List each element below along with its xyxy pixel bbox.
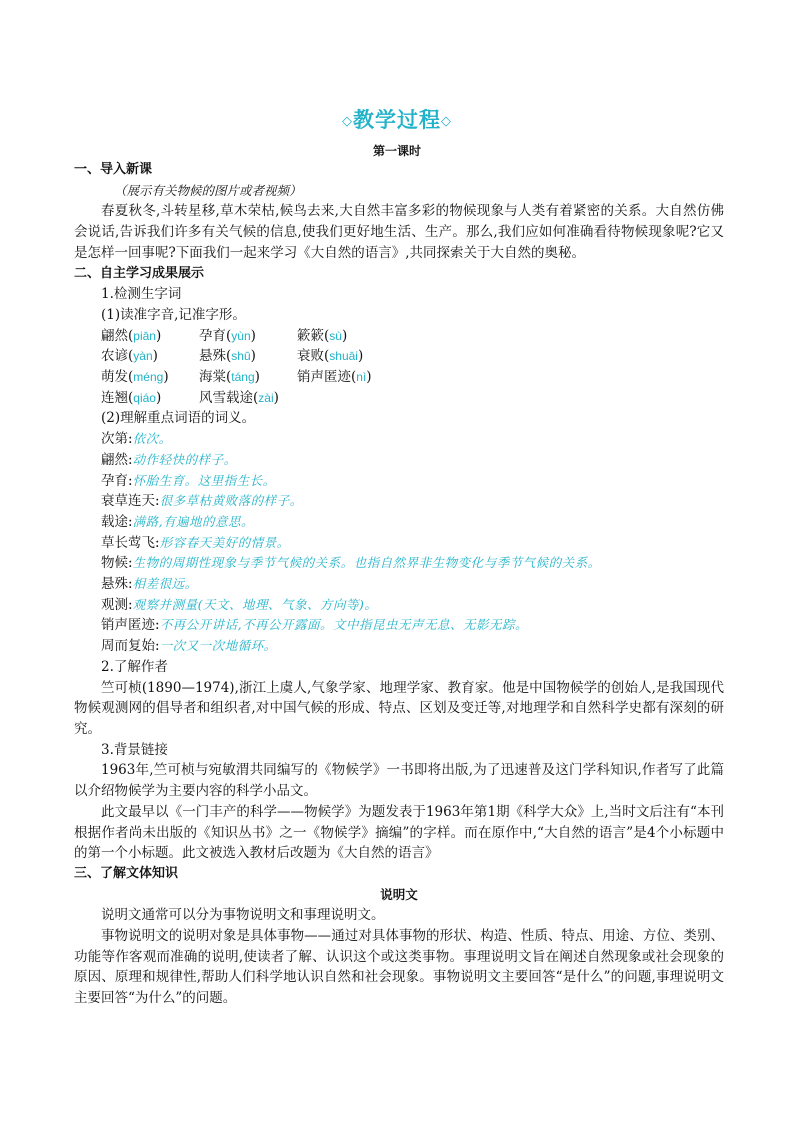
vocab-pinyin: yàn [133,349,153,364]
term-definition: 满路,有遍地的意思。 [132,513,255,529]
term-word: 周而复始: [101,638,160,655]
term-row [74,615,724,636]
term-word: 孕育: [101,472,133,489]
term-word: 悬殊: [101,576,133,593]
title-text: 教学过程 [353,107,441,132]
vocab-paren: ) [250,348,256,365]
vocab-word [101,346,185,367]
term-word: 观测: [101,596,133,613]
section-heading-intro: 一、导入新课 [74,162,153,177]
term-row [74,491,724,512]
subheading-meaning: (2)理解重点词语的词义。 [101,410,256,427]
diamond-left-icon: ◇ [342,114,353,129]
vocab-list [74,326,724,409]
vocab-hanzi: 孕育( [199,327,232,344]
term-word: 衰草连天: [101,493,160,510]
term-word: 次第: [101,431,133,448]
vocab-paren: ) [250,327,256,344]
vocab-paren: ) [163,369,169,386]
vocab-pinyin: zài [258,390,274,405]
term-word: 翩然: [101,451,133,468]
vocab-pinyin: táng [231,370,255,385]
term-definition: 不再公开讲话,不再公开露面。文中指昆虫无声无息、无影无踪。 [159,617,529,633]
document-body [74,160,724,1009]
vocab-paren: ) [273,389,279,406]
subheading-author: 2.了解作者 [101,658,168,675]
vocab-pinyin: méng [133,370,164,385]
vocab-hanzi: 萌发( [101,369,134,386]
vocab-row [74,326,724,347]
vocab-paren: ) [152,348,158,365]
vocab-row [74,346,724,367]
term-definition: 相差很远。 [132,576,198,592]
author-paragraph: 竺可桢(1890—1974),浙江上虞人,气象学家、地理学家、教育家。他是中国物候学的创始人,是我国现代物候观测网的倡导者和组织者,对中国气候的形成、特点、区划及变迁等,对地理学和自然科学史都有深刻的研究。 [74,679,724,737]
stage-direction: （展示有关物候的图片或者视频） [114,182,302,198]
vocab-paren: ) [155,327,162,344]
term-word: 物候: [101,555,133,572]
vocab-paren: ) [366,369,372,386]
vocab-paren: ) [155,389,162,406]
lesson-subtitle: 第一课时 [372,144,421,158]
section-heading-genre: 三、了解文体知识 [74,865,179,881]
section-heading-selfstudy: 二、自主学习成果展示 [74,265,205,281]
vocab-paren: ) [357,348,364,365]
vocab-hanzi: 销声匿迹( [297,369,357,386]
term-definition: 依次。 [132,431,172,447]
subheading-vocab: 1.检测生字词 [101,286,182,303]
vocab-word [101,326,185,347]
term-word: 载途: [101,513,133,530]
genre-paragraph-1: 说明文通常可以分为事物说明文和事理说明文。 [101,907,385,924]
vocab-hanzi: 悬殊( [199,348,232,365]
term-row [74,450,724,471]
term-definition: 很多草枯黄败落的样子。 [159,493,303,509]
term-definition: 动作轻快的样子。 [132,451,237,467]
term-row [74,574,724,595]
subheading-background: 3.背景链接 [101,741,168,758]
background-paragraph-1: 1963年,竺可桢与宛敏渭共同编写的《物候学》一书即将出版,为了迅速普及这门学科知识,作者写了此篇以介绍物候学为主要内容的科学小品文。 [74,762,724,800]
vocab-hanzi: 连翘( [101,389,134,406]
document-title [0,104,794,134]
term-row [74,533,724,554]
vocab-hanzi: 翩然( [101,327,134,344]
vocab-hanzi: 衰败( [297,348,330,365]
vocab-pinyin: piān [133,328,156,343]
term-row [74,471,724,492]
term-definition: 观察并测量(天文、地理、气象、方向等)。 [132,596,378,612]
genre-paragraph-2: 事物说明文的说明对象是具体事物——通过对具体事物的形状、构造、性质、特点、用途、方位、类别、功能等作客观而准确的说明,使读者了解、认识这个或这类事物。事理说明文旨在阐述自然现象或社会现象的原因、原理和规律性,帮助人们科学地认识自然和社会现象。事物说明文主要回答“是什么”的问题,事理说明文主要回答“为什么”的问题。 [74,928,724,1007]
term-row [74,553,724,574]
vocab-pinyin: nì [356,370,367,385]
vocab-paren: ) [254,369,260,386]
term-definition: 形容春天美好的情景。 [159,534,290,550]
term-list [74,429,724,657]
vocab-row [74,388,724,409]
vocab-paren: ) [341,327,348,344]
term-definition: 一次又一次地循环。 [159,638,277,654]
vocab-word [297,326,347,347]
vocab-pinyin: shuāi [329,349,358,364]
intro-paragraph: 春夏秋冬,斗转星移,草木荣枯,候鸟去来,大自然丰富多彩的物候现象与人类有着紧密的关系。大自然仿佛会说话,告诉我们许多有关气候的信息,使我们更好地生活、生产。那么,我们应如何准确看待物候现象呢?它又是怎样一回事呢?下面我们一起来学习《大自然的语言》,共同探索关于大自然的奥秘。 [74,203,724,261]
vocab-pinyin: sù [329,328,342,343]
vocab-word [199,346,283,367]
vocab-word [199,388,283,409]
vocab-hanzi: 风雪载途( [199,389,259,406]
vocab-pinyin: yùn [231,328,251,343]
term-word: 销声匿迹: [101,617,160,634]
term-definition: 怀胎生育。这里指生长。 [132,472,276,488]
vocab-hanzi: 海棠( [199,369,232,386]
vocab-word [101,388,185,409]
vocab-hanzi: 簌簌( [297,327,330,344]
subheading-pronunciation: (1)读准字音,记准字形。 [101,306,246,323]
vocab-pinyin: shū [231,349,251,364]
vocab-word [297,346,363,367]
term-row [74,429,724,450]
background-paragraph-2: 此文最早以《一门丰产的科学——物候学》为题发表于1963年第1期《科学大众》上,当时文后注有“本刊根据作者尚未出版的《知识丛书》之一《物候学》摘编”的字样。而在原作中,“大自然的语言”是4个小标题中的第一个小标题。此文被选入教材后改题为《大自然的语言》 [74,803,724,862]
term-definition: 生物的周期性现象与季节气候的关系。也指自然界非生物变化与季节气候的关系。 [132,555,601,571]
term-row [74,636,724,657]
vocab-pinyin: qiáo [133,390,156,405]
vocab-row [74,367,724,388]
vocab-word [297,367,372,388]
term-word: 草长莺飞: [101,534,160,551]
vocab-word [199,367,283,388]
vocab-word [101,367,185,388]
diamond-right-icon: ◇ [441,114,452,129]
term-row [74,512,724,533]
vocab-word [199,326,283,347]
genre-title: 说明文 [380,886,418,902]
vocab-hanzi: 农谚( [101,348,134,365]
term-row [74,595,724,616]
